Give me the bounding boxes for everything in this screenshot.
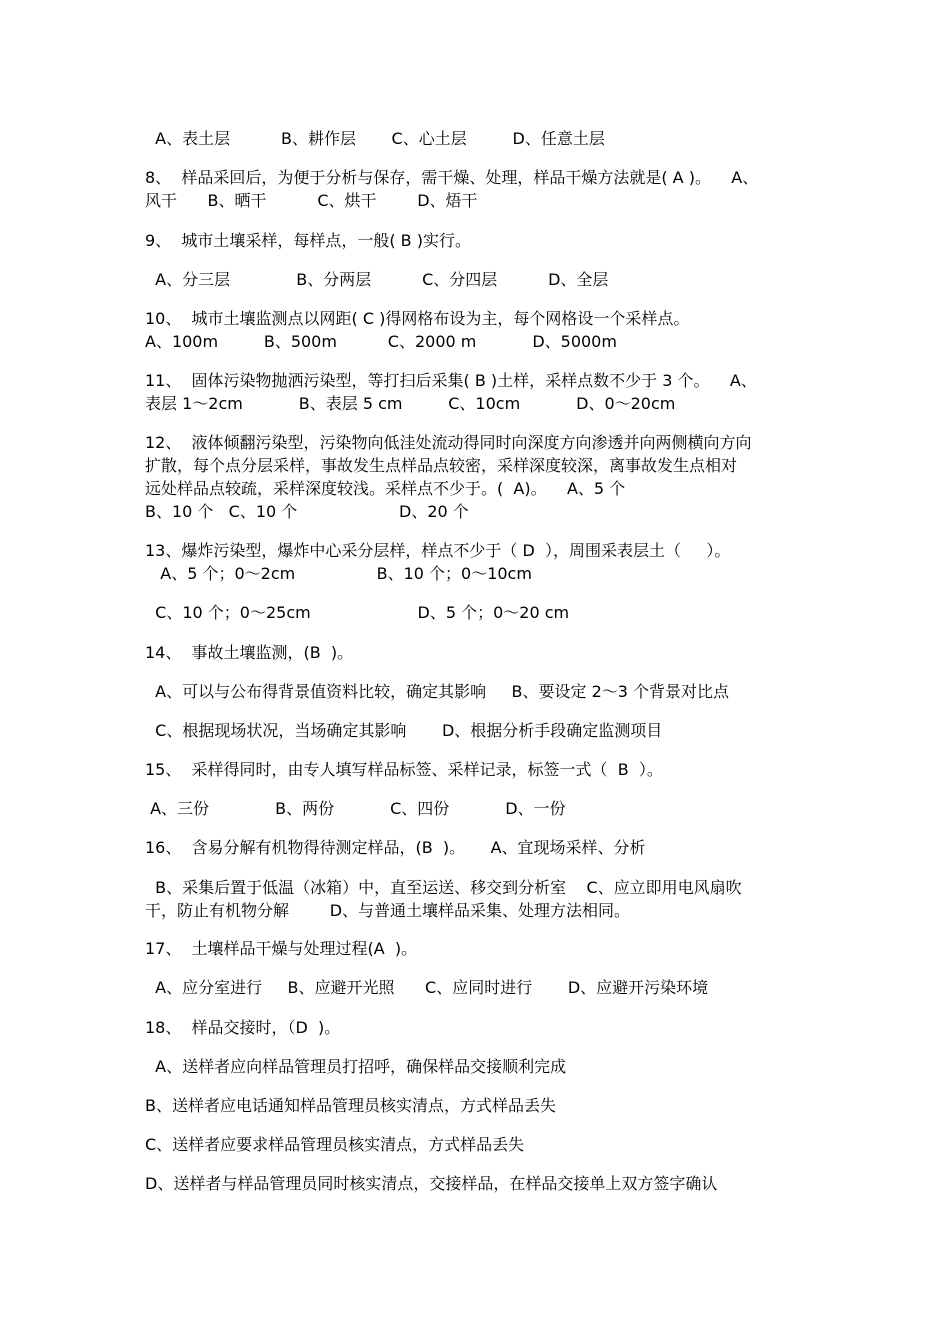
q18-option-d: D、送样者与样品管理员同时核实清点，交接样品，在样品交接单上双方签字确认	[145, 1174, 718, 1193]
q11-text: 11、 固体污染物抛洒污染型，等打扫后采集( B )土样，采样点数不少于 3 个。 A、	[145, 371, 757, 390]
q18-text: 18、 样品交接时，（D )。	[145, 1018, 341, 1037]
q8-options: 风干 B、晒干 C、烘干 D、焐干	[145, 191, 478, 210]
q9-options: A、分三层 B、分两层 C、分四层 D、全层	[145, 270, 609, 289]
q17-text: 17、 土壤样品干燥与处理过程(A )。	[145, 939, 418, 958]
q10-text: 10、 城市土壤监测点以网距( C )得网格布设为主，每个网格设一个采样点。	[145, 309, 690, 328]
q13-options-ab: A、5 个；0～2cm B、10 个；0～10cm	[145, 564, 532, 583]
q14-options-cd: C、根据现场状况，当场确定其影响 D、根据分析手段确定监测项目	[145, 721, 663, 740]
q16-text: 16、 含易分解有机物得待测定样品，(B )。 A、宜现场采样、分析	[145, 838, 646, 857]
q11-options: 表层 1～2cm B、表层 5 cm C、10cm D、0～20cm	[145, 394, 676, 413]
q8-text: 8、 样品采回后，为便于分析与保存，需干燥、处理，样品干燥方法就是( A )。 A、	[145, 168, 759, 187]
q13-options-cd: C、10 个；0～25cm D、5 个；0～20 cm	[145, 603, 570, 622]
q18-option-c: C、送样者应要求样品管理员核实清点，方式样品丢失	[145, 1135, 525, 1154]
q18-option-b: B、送样者应电话通知样品管理员核实清点，方式样品丢失	[145, 1096, 556, 1115]
q12-text-line3: 远处样品点较疏，采样深度较浅。采样点不少于。( A)。 A、5 个	[145, 479, 626, 498]
q13-text: 13、爆炸污染型，爆炸中心采分层样，样点不少于（ D ），周围采表层土（ ）。	[145, 541, 731, 560]
q17-options: A、应分室进行 B、应避开光照 C、应同时进行 D、应避开污染环境	[145, 978, 709, 997]
q9-text: 9、 城市土壤采样，每样点，一般( B )实行。	[145, 231, 471, 250]
q12-text-line1: 12、 液体倾翻污染型，污染物向低洼处流动得同时向深度方向渗透并向两侧横向方向	[145, 433, 752, 452]
q16-options-line2: 干，防止有机物分解 D、与普通土壤样品采集、处理方法相同。	[145, 901, 631, 920]
q12-options: B、10 个 C、10 个 D、20 个	[145, 502, 469, 521]
q7-options: A、表土层 B、耕作层 C、心土层 D、任意土层	[145, 129, 605, 148]
q14-options-ab: A、可以与公布得背景值资料比较，确定其影响 B、要设定 2～3 个背景对比点	[145, 682, 730, 701]
q16-options-line1: B、采集后置于低温（冰箱）中，直至运送、移交到分析室 C、应立即用电风扇吹	[145, 878, 742, 897]
q12-text-line2: 扩散，每个点分层采样，事故发生点样品点较密，采样深度较深，离事故发生点相对	[145, 456, 738, 475]
q10-options: A、100m B、500m C、2000 m D、5000m	[145, 332, 617, 351]
q15-options: A、三份 B、两份 C、四份 D、一份	[145, 799, 566, 818]
q18-option-a: A、送样者应向样品管理员打招呼，确保样品交接顺利完成	[145, 1057, 567, 1076]
q15-text: 15、 采样得同时，由专人填写样品标签、采样记录，标签一式（ B ）。	[145, 760, 663, 779]
q14-text: 14、 事故土壤监测，(B )。	[145, 643, 354, 662]
